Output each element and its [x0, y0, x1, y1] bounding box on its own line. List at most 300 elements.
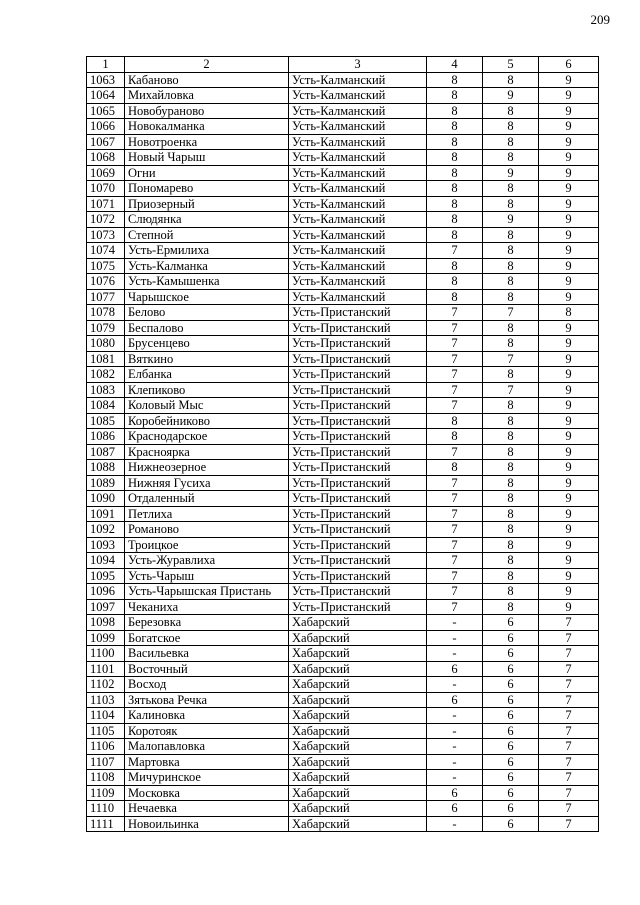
- row-number: 1091: [87, 506, 125, 522]
- settlement-name: Восход: [125, 677, 289, 693]
- settlement-name: Усть-Чарыш: [125, 568, 289, 584]
- value-col-5: 8: [483, 429, 539, 445]
- settlement-name: Новотроенка: [125, 134, 289, 150]
- value-col-4: 8: [427, 134, 483, 150]
- settlement-name: Красноярка: [125, 444, 289, 460]
- row-number: 1067: [87, 134, 125, 150]
- row-number: 1108: [87, 770, 125, 786]
- value-col-6: 7: [539, 692, 599, 708]
- value-col-4: 8: [427, 103, 483, 119]
- value-col-4: -: [427, 816, 483, 832]
- settlement-name: Московка: [125, 785, 289, 801]
- value-col-6: 9: [539, 553, 599, 569]
- value-col-6: 9: [539, 289, 599, 305]
- district-name: Усть-Пристанский: [289, 553, 427, 569]
- column-header: 6: [539, 57, 599, 73]
- table-row: [87, 646, 599, 662]
- row-number: 1068: [87, 150, 125, 166]
- value-col-4: 7: [427, 522, 483, 538]
- table-row: [87, 150, 599, 166]
- table-row: [87, 429, 599, 445]
- value-col-6: 7: [539, 723, 599, 739]
- value-col-4: 7: [427, 382, 483, 398]
- district-name: Усть-Калманский: [289, 72, 427, 88]
- row-number: 1093: [87, 537, 125, 553]
- row-number: 1081: [87, 351, 125, 367]
- table-row: [87, 491, 599, 507]
- value-col-4: 7: [427, 444, 483, 460]
- settlement-name: Васильевка: [125, 646, 289, 662]
- value-col-5: 8: [483, 134, 539, 150]
- district-name: Хабарский: [289, 723, 427, 739]
- value-col-6: 9: [539, 460, 599, 476]
- value-col-6: 9: [539, 103, 599, 119]
- row-number: 1089: [87, 475, 125, 491]
- row-number: 1094: [87, 553, 125, 569]
- value-col-5: 8: [483, 413, 539, 429]
- value-col-5: 6: [483, 646, 539, 662]
- row-number: 1087: [87, 444, 125, 460]
- value-col-6: 9: [539, 196, 599, 212]
- value-col-6: 9: [539, 568, 599, 584]
- district-name: Хабарский: [289, 816, 427, 832]
- district-name: Усть-Пристанский: [289, 382, 427, 398]
- district-name: Хабарский: [289, 785, 427, 801]
- settlement-name: Огни: [125, 165, 289, 181]
- district-name: Усть-Пристанский: [289, 506, 427, 522]
- district-name: Хабарский: [289, 754, 427, 770]
- row-number: 1085: [87, 413, 125, 429]
- table-row: [87, 568, 599, 584]
- district-name: Усть-Калманский: [289, 165, 427, 181]
- value-col-5: 8: [483, 243, 539, 259]
- value-col-6: 7: [539, 661, 599, 677]
- value-col-5: 8: [483, 119, 539, 135]
- table-row: [87, 382, 599, 398]
- column-header: 5: [483, 57, 539, 73]
- table-header-row: [87, 57, 599, 73]
- value-col-6: 7: [539, 801, 599, 817]
- district-name: Усть-Пристанский: [289, 320, 427, 336]
- value-col-4: 8: [427, 227, 483, 243]
- district-name: Усть-Пристанский: [289, 398, 427, 414]
- settlement-name: Коробейниково: [125, 413, 289, 429]
- value-col-4: -: [427, 723, 483, 739]
- district-name: Усть-Пристанский: [289, 599, 427, 615]
- value-col-4: 8: [427, 274, 483, 290]
- settlement-name: Краснодарское: [125, 429, 289, 445]
- settlement-name: Петлиха: [125, 506, 289, 522]
- value-col-5: 8: [483, 537, 539, 553]
- value-col-5: 8: [483, 72, 539, 88]
- row-number: 1074: [87, 243, 125, 259]
- settlement-name: Вяткино: [125, 351, 289, 367]
- value-col-5: 8: [483, 320, 539, 336]
- row-number: 1105: [87, 723, 125, 739]
- row-number: 1071: [87, 196, 125, 212]
- value-col-5: 6: [483, 770, 539, 786]
- value-col-6: 9: [539, 522, 599, 538]
- table-row: [87, 460, 599, 476]
- settlement-name: Михайловка: [125, 88, 289, 104]
- row-number: 1082: [87, 367, 125, 383]
- value-col-6: 9: [539, 506, 599, 522]
- row-number: 1070: [87, 181, 125, 197]
- settlement-table: [86, 56, 599, 832]
- table-row: [87, 181, 599, 197]
- table-row: [87, 599, 599, 615]
- settlement-name: Усть-Чарышская Пристань: [125, 584, 289, 600]
- value-col-5: 6: [483, 708, 539, 724]
- table-row: [87, 398, 599, 414]
- district-name: Хабарский: [289, 770, 427, 786]
- value-col-6: 7: [539, 646, 599, 662]
- value-col-4: -: [427, 677, 483, 693]
- value-col-5: 6: [483, 723, 539, 739]
- row-number: 1092: [87, 522, 125, 538]
- value-col-4: 7: [427, 506, 483, 522]
- value-col-6: 9: [539, 599, 599, 615]
- district-name: Хабарский: [289, 708, 427, 724]
- value-col-6: 7: [539, 615, 599, 631]
- row-number: 1088: [87, 460, 125, 476]
- value-col-4: 7: [427, 351, 483, 367]
- value-col-6: 9: [539, 243, 599, 259]
- settlement-name: Приозерный: [125, 196, 289, 212]
- table-row: [87, 785, 599, 801]
- value-col-5: 8: [483, 289, 539, 305]
- district-name: Хабарский: [289, 661, 427, 677]
- value-col-4: -: [427, 630, 483, 646]
- value-col-6: 9: [539, 320, 599, 336]
- value-col-5: 6: [483, 785, 539, 801]
- row-number: 1096: [87, 584, 125, 600]
- value-col-4: 8: [427, 196, 483, 212]
- value-col-6: 9: [539, 274, 599, 290]
- value-col-4: 8: [427, 413, 483, 429]
- settlement-name: Слюдянка: [125, 212, 289, 228]
- table-row: [87, 444, 599, 460]
- table-row: [87, 336, 599, 352]
- settlement-name: Чеканиха: [125, 599, 289, 615]
- table-row: [87, 801, 599, 817]
- table-row: [87, 630, 599, 646]
- table-row: [87, 770, 599, 786]
- table-row: [87, 196, 599, 212]
- value-col-4: 7: [427, 553, 483, 569]
- value-col-6: 9: [539, 537, 599, 553]
- district-name: Усть-Пристанский: [289, 522, 427, 538]
- value-col-5: 8: [483, 258, 539, 274]
- settlement-name: Усть-Журавлиха: [125, 553, 289, 569]
- district-name: Хабарский: [289, 801, 427, 817]
- value-col-6: 9: [539, 165, 599, 181]
- district-name: Усть-Калманский: [289, 150, 427, 166]
- settlement-name: Коротояк: [125, 723, 289, 739]
- row-number: 1101: [87, 661, 125, 677]
- settlement-name: Малопавловка: [125, 739, 289, 755]
- value-col-6: 9: [539, 336, 599, 352]
- value-col-5: 6: [483, 739, 539, 755]
- settlement-name: Березовка: [125, 615, 289, 631]
- row-number: 1084: [87, 398, 125, 414]
- row-number: 1090: [87, 491, 125, 507]
- value-col-4: 8: [427, 289, 483, 305]
- district-name: Усть-Пристанский: [289, 475, 427, 491]
- district-name: Усть-Пристанский: [289, 413, 427, 429]
- district-name: Усть-Калманский: [289, 227, 427, 243]
- value-col-6: 7: [539, 785, 599, 801]
- value-col-4: -: [427, 615, 483, 631]
- district-name: Усть-Пристанский: [289, 568, 427, 584]
- table-row: [87, 506, 599, 522]
- table-body: [87, 72, 599, 832]
- settlement-name: Троицкое: [125, 537, 289, 553]
- table-row: [87, 351, 599, 367]
- settlement-name: Чарышское: [125, 289, 289, 305]
- value-col-4: 7: [427, 568, 483, 584]
- district-name: Хабарский: [289, 692, 427, 708]
- value-col-4: 8: [427, 212, 483, 228]
- row-number: 1083: [87, 382, 125, 398]
- district-name: Усть-Калманский: [289, 103, 427, 119]
- row-number: 1110: [87, 801, 125, 817]
- value-col-4: 7: [427, 475, 483, 491]
- district-name: Усть-Пристанский: [289, 305, 427, 321]
- value-col-5: 6: [483, 677, 539, 693]
- value-col-6: 9: [539, 134, 599, 150]
- value-col-5: 6: [483, 692, 539, 708]
- settlement-name: Нижнеозерное: [125, 460, 289, 476]
- value-col-6: 8: [539, 305, 599, 321]
- table-row: [87, 413, 599, 429]
- settlement-name: Мартовка: [125, 754, 289, 770]
- table-row: [87, 212, 599, 228]
- table-row: [87, 274, 599, 290]
- value-col-4: 7: [427, 599, 483, 615]
- value-col-5: 8: [483, 584, 539, 600]
- row-number: 1111: [87, 816, 125, 832]
- settlement-name: Нижняя Гусиха: [125, 475, 289, 491]
- settlement-name: Восточный: [125, 661, 289, 677]
- value-col-5: 8: [483, 522, 539, 538]
- table-row: [87, 615, 599, 631]
- district-name: Хабарский: [289, 646, 427, 662]
- value-col-6: 7: [539, 770, 599, 786]
- district-name: Усть-Калманский: [289, 196, 427, 212]
- value-col-5: 8: [483, 553, 539, 569]
- value-col-4: 8: [427, 88, 483, 104]
- settlement-name: Зятькова Речка: [125, 692, 289, 708]
- value-col-4: 7: [427, 367, 483, 383]
- value-col-5: 7: [483, 351, 539, 367]
- value-col-4: 6: [427, 661, 483, 677]
- district-name: Усть-Пристанский: [289, 367, 427, 383]
- row-number: 1065: [87, 103, 125, 119]
- row-number: 1109: [87, 785, 125, 801]
- value-col-4: 6: [427, 785, 483, 801]
- value-col-5: 8: [483, 398, 539, 414]
- row-number: 1106: [87, 739, 125, 755]
- value-col-5: 8: [483, 568, 539, 584]
- table-row: [87, 708, 599, 724]
- table-row: [87, 243, 599, 259]
- settlement-name: Новокалманка: [125, 119, 289, 135]
- value-col-4: 7: [427, 491, 483, 507]
- value-col-5: 8: [483, 491, 539, 507]
- value-col-6: 9: [539, 367, 599, 383]
- value-col-6: 9: [539, 475, 599, 491]
- settlement-name: Беспалово: [125, 320, 289, 336]
- district-name: Усть-Калманский: [289, 274, 427, 290]
- value-col-6: 9: [539, 382, 599, 398]
- settlement-name: Усть-Ермилиха: [125, 243, 289, 259]
- value-col-4: 6: [427, 692, 483, 708]
- table-row: [87, 692, 599, 708]
- settlement-name: Нечаевка: [125, 801, 289, 817]
- value-col-6: 9: [539, 413, 599, 429]
- value-col-5: 6: [483, 630, 539, 646]
- district-name: Хабарский: [289, 615, 427, 631]
- value-col-6: 9: [539, 72, 599, 88]
- row-number: 1104: [87, 708, 125, 724]
- settlement-name: Усть-Калманка: [125, 258, 289, 274]
- value-col-5: 8: [483, 506, 539, 522]
- district-name: Усть-Калманский: [289, 289, 427, 305]
- district-name: Усть-Пристанский: [289, 336, 427, 352]
- value-col-5: 6: [483, 754, 539, 770]
- table-row: [87, 119, 599, 135]
- table-row: [87, 677, 599, 693]
- value-col-6: 9: [539, 119, 599, 135]
- value-col-5: 6: [483, 661, 539, 677]
- value-col-5: 9: [483, 88, 539, 104]
- table-row: [87, 103, 599, 119]
- row-number: 1103: [87, 692, 125, 708]
- row-number: 1097: [87, 599, 125, 615]
- row-number: 1099: [87, 630, 125, 646]
- value-col-6: 9: [539, 429, 599, 445]
- value-col-6: 9: [539, 88, 599, 104]
- value-col-6: 9: [539, 491, 599, 507]
- table-row: [87, 553, 599, 569]
- table-row: [87, 739, 599, 755]
- table-row: [87, 723, 599, 739]
- value-col-5: 6: [483, 801, 539, 817]
- value-col-5: 8: [483, 475, 539, 491]
- settlement-name: Новый Чарыш: [125, 150, 289, 166]
- value-col-4: -: [427, 708, 483, 724]
- row-number: 1079: [87, 320, 125, 336]
- value-col-5: 8: [483, 181, 539, 197]
- value-col-4: 8: [427, 150, 483, 166]
- district-name: Усть-Пристанский: [289, 351, 427, 367]
- table-row: [87, 88, 599, 104]
- column-header: 4: [427, 57, 483, 73]
- row-number: 1064: [87, 88, 125, 104]
- row-number: 1063: [87, 72, 125, 88]
- row-number: 1078: [87, 305, 125, 321]
- row-number: 1086: [87, 429, 125, 445]
- value-col-4: 7: [427, 584, 483, 600]
- value-col-4: 8: [427, 119, 483, 135]
- settlement-name: Новоильинка: [125, 816, 289, 832]
- row-number: 1076: [87, 274, 125, 290]
- settlement-name: Клепиково: [125, 382, 289, 398]
- value-col-4: 6: [427, 801, 483, 817]
- settlement-name: Елбанка: [125, 367, 289, 383]
- table-row: [87, 754, 599, 770]
- value-col-5: 8: [483, 274, 539, 290]
- table-row: [87, 522, 599, 538]
- value-col-4: 7: [427, 336, 483, 352]
- row-number: 1077: [87, 289, 125, 305]
- settlement-name: Усть-Камышенка: [125, 274, 289, 290]
- value-col-5: 8: [483, 599, 539, 615]
- value-col-4: 7: [427, 243, 483, 259]
- row-number: 1075: [87, 258, 125, 274]
- row-number: 1066: [87, 119, 125, 135]
- district-name: Усть-Калманский: [289, 243, 427, 259]
- table-row: [87, 165, 599, 181]
- column-header: 1: [87, 57, 125, 73]
- value-col-4: -: [427, 646, 483, 662]
- row-number: 1073: [87, 227, 125, 243]
- value-col-4: 8: [427, 258, 483, 274]
- row-number: 1098: [87, 615, 125, 631]
- value-col-5: 9: [483, 212, 539, 228]
- table-row: [87, 305, 599, 321]
- table-row: [87, 661, 599, 677]
- column-header: 2: [125, 57, 289, 73]
- value-col-4: 8: [427, 429, 483, 445]
- table-row: [87, 367, 599, 383]
- value-col-6: 9: [539, 150, 599, 166]
- value-col-4: 8: [427, 165, 483, 181]
- table-row: [87, 289, 599, 305]
- table-row: [87, 134, 599, 150]
- district-name: Хабарский: [289, 677, 427, 693]
- value-col-5: 9: [483, 165, 539, 181]
- value-col-6: 9: [539, 227, 599, 243]
- district-name: Хабарский: [289, 739, 427, 755]
- value-col-6: 9: [539, 181, 599, 197]
- settlement-name: Богатское: [125, 630, 289, 646]
- value-col-6: 7: [539, 708, 599, 724]
- value-col-5: 7: [483, 305, 539, 321]
- settlement-name: Степной: [125, 227, 289, 243]
- value-col-4: 7: [427, 398, 483, 414]
- table-row: [87, 475, 599, 491]
- value-col-6: 9: [539, 351, 599, 367]
- value-col-4: 7: [427, 320, 483, 336]
- settlement-name: Новобураново: [125, 103, 289, 119]
- value-col-5: 8: [483, 460, 539, 476]
- row-number: 1102: [87, 677, 125, 693]
- district-name: Усть-Пристанский: [289, 584, 427, 600]
- value-col-5: 6: [483, 615, 539, 631]
- district-name: Хабарский: [289, 630, 427, 646]
- table-row: [87, 72, 599, 88]
- value-col-5: 6: [483, 816, 539, 832]
- value-col-4: -: [427, 754, 483, 770]
- value-col-5: 8: [483, 150, 539, 166]
- table-row: [87, 227, 599, 243]
- value-col-4: 8: [427, 72, 483, 88]
- value-col-6: 7: [539, 630, 599, 646]
- value-col-6: 7: [539, 816, 599, 832]
- value-col-5: 8: [483, 367, 539, 383]
